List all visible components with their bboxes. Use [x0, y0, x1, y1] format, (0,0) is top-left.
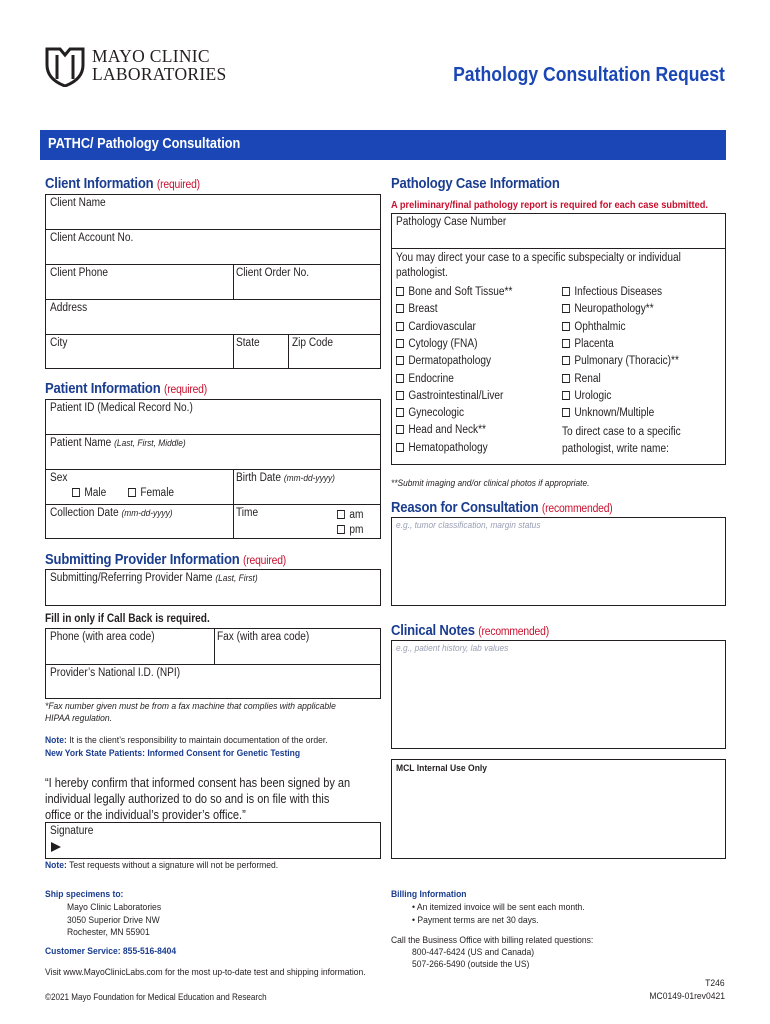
order-note-text: It is the client’s responsibility to maintain documentation of the order. — [69, 735, 328, 746]
signature-note-label: Note: — [45, 860, 67, 871]
signature-box — [45, 822, 381, 859]
pm-checkbox-box[interactable] — [337, 525, 345, 534]
reason-recommended: (recommended) — [541, 503, 613, 515]
female-label: Female — [140, 487, 175, 499]
client-name-field[interactable]: Client Name — [50, 197, 106, 209]
pm-checkbox[interactable] — [337, 524, 363, 536]
subspecialty-checkbox-box[interactable] — [562, 339, 570, 348]
notes-heading — [391, 623, 549, 639]
banner-text: PATHC/ Pathology Consultation — [48, 136, 241, 152]
ship-address-line: Rochester, MN 55901 — [67, 927, 150, 938]
signature-field[interactable]: Signature — [50, 825, 94, 837]
subspecialty-checkbox-box[interactable] — [562, 408, 570, 417]
birth-date-label: Birth Date — [236, 472, 282, 484]
pm-label: pm — [349, 524, 364, 536]
form-banner — [40, 130, 726, 160]
subspecialty-checkbox-box[interactable] — [396, 408, 404, 417]
page-title: Pathology Consultation Request — [453, 64, 725, 86]
logo-line-2: LABORATORIES — [92, 64, 227, 84]
visit-note: Visit www.MayoClinicLabs.com for the most up-to-date test and shipping information. — [45, 967, 366, 978]
subspecialty-checkbox-box[interactable] — [562, 304, 570, 313]
subspecialty-checkbox-box[interactable] — [396, 356, 404, 365]
notes-recommended: (recommended) — [478, 626, 549, 638]
subspecialty-label: Cytology (FNA) — [408, 337, 478, 350]
subspecialty-label: Neuropathology** — [574, 303, 654, 316]
billing-label: Billing Information — [391, 889, 467, 900]
subspecialty-checkbox[interactable] — [562, 407, 654, 419]
subspecialty-checkbox-box[interactable] — [396, 287, 404, 296]
billing-list — [412, 902, 585, 927]
subspecialty-checkbox[interactable] — [562, 303, 654, 315]
subspecialty-label: Head and Neck** — [408, 424, 486, 437]
imaging-note: **Submit imaging and/or clinical photos if appropriate. — [391, 478, 590, 489]
billing-item: • Payment terms are net 30 days. — [412, 914, 539, 926]
client-phone-field[interactable]: Client Phone — [50, 267, 108, 279]
provider-heading-text: Submitting Provider Information — [45, 552, 240, 568]
subspecialty-checkbox-box[interactable] — [396, 339, 404, 348]
subspecialty-label: Bone and Soft Tissue** — [408, 286, 513, 298]
subspecialty-checkbox-box[interactable] — [562, 356, 570, 365]
subspecialty-checkbox-box[interactable] — [562, 391, 570, 400]
signature-arrow-icon — [50, 841, 62, 853]
customer-service: Customer Service: 855-516-8404 — [45, 946, 177, 957]
collection-date-label: Collection Date — [50, 507, 119, 519]
copyright: ©2021 Mayo Foundation for Medical Education and Research — [45, 992, 267, 1002]
client-heading — [45, 176, 200, 192]
female-checkbox[interactable] — [128, 487, 174, 499]
collection-date-hint: (mm-dd-yyyy) — [121, 508, 173, 519]
subspecialty-checkbox[interactable] — [562, 373, 601, 385]
male-checkbox[interactable] — [72, 487, 106, 499]
subspecialty-checkbox[interactable] — [562, 355, 679, 367]
subspecialty-checkbox-box[interactable] — [562, 287, 570, 296]
business-office-note: Call the Business Office with billing related questions: — [391, 935, 594, 946]
ny-consent-heading: New York State Patients: Informed Consent for Genetic Testing — [45, 748, 301, 759]
patient-required: (required) — [163, 384, 208, 396]
subspecialty-checkbox[interactable] — [396, 373, 454, 385]
birth-date-field[interactable] — [236, 472, 335, 484]
address-field[interactable]: Address — [50, 302, 88, 314]
form-code: T246 — [705, 978, 725, 989]
subspecialty-checkbox[interactable] — [396, 286, 512, 298]
subspecialty-checkbox[interactable] — [562, 338, 614, 350]
patient-id-field[interactable]: Patient ID (Medical Record No.) — [50, 402, 193, 414]
signature-note-text: Test requests without a signature will not be performed. — [69, 860, 279, 871]
client-account-field[interactable]: Client Account No. — [50, 232, 134, 244]
city-field[interactable]: City — [50, 337, 68, 349]
ship-address — [67, 902, 161, 940]
subspecialty-label: Ophthalmic — [574, 320, 626, 333]
zip-field[interactable]: Zip Code — [292, 337, 334, 349]
mayo-logo — [45, 45, 85, 90]
provider-heading — [45, 552, 286, 568]
subspecialty-label: Placenta — [574, 337, 614, 350]
subspecialty-checkbox-box[interactable] — [396, 304, 404, 313]
subspecialty-checkbox[interactable] — [562, 390, 611, 402]
provider-required: (required) — [242, 555, 287, 567]
am-checkbox[interactable] — [337, 509, 363, 521]
subspecialty-label: Gastrointestinal/Liver — [408, 389, 504, 402]
subspecialty-label: Breast — [408, 303, 438, 316]
order-note — [45, 735, 328, 746]
patient-name-hint: (Last, First, Middle) — [114, 438, 186, 449]
phone-field[interactable]: Phone (with area code) — [50, 631, 155, 643]
mayo-shield-icon — [45, 45, 85, 87]
collection-date-field[interactable] — [50, 507, 173, 519]
patient-heading-text: Patient Information — [45, 381, 161, 397]
logo-text — [92, 47, 227, 83]
provider-name-field[interactable] — [50, 572, 258, 584]
logo-line-1: MAYO CLINIC — [92, 46, 210, 66]
patient-heading — [45, 381, 207, 397]
provider-name-label: Submitting/Referring Provider Name — [50, 572, 213, 584]
ship-label: Ship specimens to: — [45, 889, 124, 900]
direct-case-text: You may direct your case to a specific subspecialty or individual pathologist. — [396, 252, 681, 279]
mcl-internal-label: MCL Internal Use Only — [396, 763, 488, 774]
client-heading-text: Client Information — [45, 176, 154, 192]
subspecialty-checkbox[interactable] — [396, 338, 477, 350]
reason-heading — [391, 500, 613, 516]
subspecialty-checkbox-box[interactable] — [396, 391, 404, 400]
mcl-internal-box — [391, 759, 726, 859]
npi-field[interactable]: Provider’s National I.D. (NPI) — [50, 667, 181, 679]
subspecialty-checkbox[interactable] — [396, 442, 488, 454]
case-number-field[interactable]: Pathology Case Number — [396, 216, 507, 228]
fax-note: *Fax number given must be from a fax machine that complies with applicable HIPAA regulation. — [45, 701, 336, 724]
client-required: (required) — [156, 179, 200, 191]
phone-us: 800-447-6424 (US and Canada) — [412, 947, 535, 958]
subspecialty-checkbox[interactable] — [396, 407, 464, 419]
male-checkbox-box[interactable] — [72, 488, 80, 497]
callback-note: Fill in only if Call Back is required. — [45, 613, 210, 625]
subspecialty-label: Cardiovascular — [408, 320, 476, 333]
direct-name-note: To direct case to a specific pathologist, write name: — [562, 426, 681, 455]
subspecialty-label: Renal — [574, 372, 601, 385]
revision-code: MC0149-01rev0421 — [649, 991, 725, 1002]
notes-textarea[interactable] — [391, 640, 726, 749]
order-note-label: Note: — [45, 735, 67, 746]
state-field[interactable]: State — [236, 337, 260, 349]
case-heading: Pathology Case Information — [391, 176, 560, 192]
reason-placeholder: e.g., tumor classification, margin status — [396, 520, 541, 531]
subspecialty-label: Urologic — [574, 389, 612, 402]
ship-address-line: Mayo Clinic Laboratories — [67, 902, 162, 913]
birth-date-hint: (mm-dd-yyyy) — [283, 473, 335, 484]
client-order-field[interactable]: Client Order No. — [236, 267, 310, 279]
patient-name-label: Patient Name — [50, 437, 112, 449]
subspecialty-checkbox[interactable] — [396, 303, 438, 315]
subspecialty-checkbox-box[interactable] — [562, 374, 570, 383]
signature-note — [45, 860, 278, 871]
consent-statement: “I hereby confirm that informed consent has been signed by an individual legally authorized to do so and is on file with this office or the individual’s provider’s office.” — [45, 776, 351, 822]
subspecialty-checkbox[interactable] — [396, 424, 486, 436]
subspecialty-checkbox[interactable] — [396, 321, 476, 333]
billing-item: • An itemized invoice will be sent each month. — [412, 902, 585, 913]
am-checkbox-box[interactable] — [337, 510, 345, 519]
notes-placeholder: e.g., patient history, lab values — [396, 643, 509, 654]
time-field[interactable]: Time — [236, 507, 259, 519]
case-required-note: A preliminary/final pathology report is required for each case submitted. — [391, 199, 708, 211]
sex-label: Sex — [50, 472, 68, 484]
subspecialty-label: Gynecologic — [408, 407, 465, 420]
subspecialty-label: Dermatopathology — [408, 355, 492, 368]
ship-address-line: 3050 Superior Drive NW — [67, 914, 160, 926]
subspecialty-checkbox[interactable] — [396, 390, 503, 402]
female-checkbox-box[interactable] — [128, 488, 136, 497]
fax-field[interactable]: Fax (with area code) — [217, 631, 310, 643]
notes-heading-text: Clinical Notes — [391, 623, 475, 639]
subspecialty-checkbox-box[interactable] — [396, 443, 404, 452]
male-label: Male — [84, 487, 107, 499]
subspecialty-checkbox-box[interactable] — [396, 322, 404, 331]
subspecialty-label: Infectious Diseases — [574, 286, 663, 298]
provider-name-hint: (Last, First) — [215, 573, 258, 584]
subspecialty-label: Unknown/Multiple — [574, 407, 655, 420]
subspecialty-checkbox[interactable] — [562, 286, 662, 298]
subspecialty-checkbox-box[interactable] — [396, 374, 404, 383]
subspecialty-label: Pulmonary (Thoracic)** — [574, 355, 679, 368]
subspecialty-checkbox[interactable] — [396, 355, 491, 367]
patient-name-field[interactable] — [50, 437, 186, 449]
subspecialty-checkbox-box[interactable] — [396, 425, 404, 434]
subspecialty-checkbox[interactable] — [562, 321, 626, 333]
subspecialty-checkbox-box[interactable] — [562, 322, 570, 331]
subspecialty-label: Hematopathology — [408, 441, 488, 454]
subspecialty-label: Endocrine — [408, 372, 454, 385]
phone-outside-us: 507-266-5490 (outside the US) — [412, 959, 530, 970]
am-label: am — [349, 509, 364, 521]
reason-heading-text: Reason for Consultation — [391, 500, 539, 516]
